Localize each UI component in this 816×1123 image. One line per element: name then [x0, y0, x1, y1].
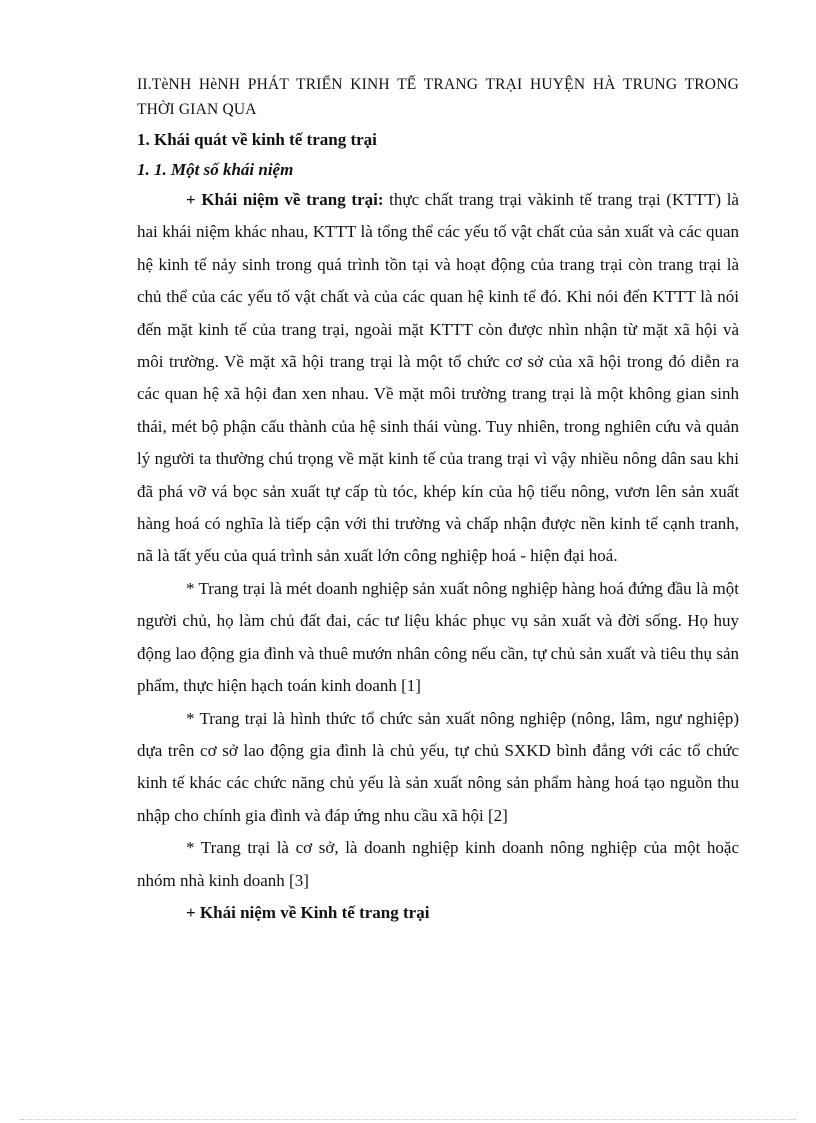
heading-1-1: 1. 1. Một số khái niệm — [137, 160, 294, 179]
page-bottom-divider — [20, 1119, 796, 1120]
farm-concept-text: thực chất trang trại vàkinh tế trang trại (KTTT) là hai khái niệm khác nhau, KTTT là tổng thể các yếu tố vật chất của sản xuất và các quan hệ kinh tế nảy sinh trong quá trình tồn tại và hoạt động của trang trại còn trang trại là chủ thể của các yếu tố vật chất và của các quan hệ kinh tế đó. Khi nói đến KTTT là nói đến mặt kinh tế của trang trại, ngoài mặt KTTT còn được nhìn nhận từ mặt xã hội và môi trường. Về mặt xã hội trang trại là một tổ chức cơ sở của xã hội trong đó diễn ra các quan hệ xã hội đan xen nhau. Về mặt môi trường trang trại là một không gian sinh thái, mét bộ phận cấu thành của hệ sinh thái vùng. Tuy nhiên, trong nghiên cứu và quản lý người ta thường chú trọng về mặt kinh tế của trang trại vì vậy nhiều nông dân sau khi đã phá vỡ vá bọc sản xuất tự cấp tù tóc, khép kín của hộ tiểu nông, vươn lên sản xuất hàng hoá có nghĩa là tiếp cận với thi trường và chấp nhận được nền kinh tế cạnh tranh, nã là tất yếu của quá trình sản xuất lớn công nghiệp hoá - hiện đại hoá. — [137, 190, 739, 566]
farm-economy-concept-heading: + Khái niệm về Kinh tế trang trại — [186, 902, 430, 922]
farm-concept-label: + Khái niệm về trang trại: — [186, 190, 384, 209]
section-heading: II.TèNH HèNH PHÁT TRIỂN KINH TẾ TRANG TRẠI HUYỆN HÀ TRUNG TRONG THỜI GIAN QUA — [137, 76, 739, 118]
paragraph-farm-concept — [137, 184, 739, 573]
definition-paragraph-1: * Trang trại là mét doanh nghiệp sản xuất nông nghiệp hàng hoá đứng đầu là một người chủ, họ làm chủ đất đai, các tư liệu khác phục vụ sản xuất và đời sống. Họ huy động lao động gia đình và thuê mướn nhân công nếu cần, tự chủ sản xuất và tiêu thụ sản phẩm, thực hiện hạch toán kinh doanh [1] — [137, 578, 739, 696]
definition-paragraph-3: * Trang trại là cơ sở, là doanh nghiệp kinh doanh nông nghiệp của một hoặc nhóm nhà kinh doanh [3] — [137, 838, 739, 890]
page-content — [137, 72, 739, 929]
definition-paragraph-2: * Trang trại là hình thức tổ chức sản xuất nông nghiệp (nông, lâm, ngư nghiệp) dựa trên cơ sở lao động gia đình là chủ yếu, tự chủ SXKD bình đẳng với các tổ chức kinh tế khác các chức năng chủ yếu là sản xuất nông sản phẩm hàng hoá tạo nguồn thu nhập cho chính gia đình và đáp ứng nhu cầu xã hội [2] — [137, 708, 739, 825]
heading-1: 1. Khái quát về kinh tế trang trại — [137, 130, 377, 149]
